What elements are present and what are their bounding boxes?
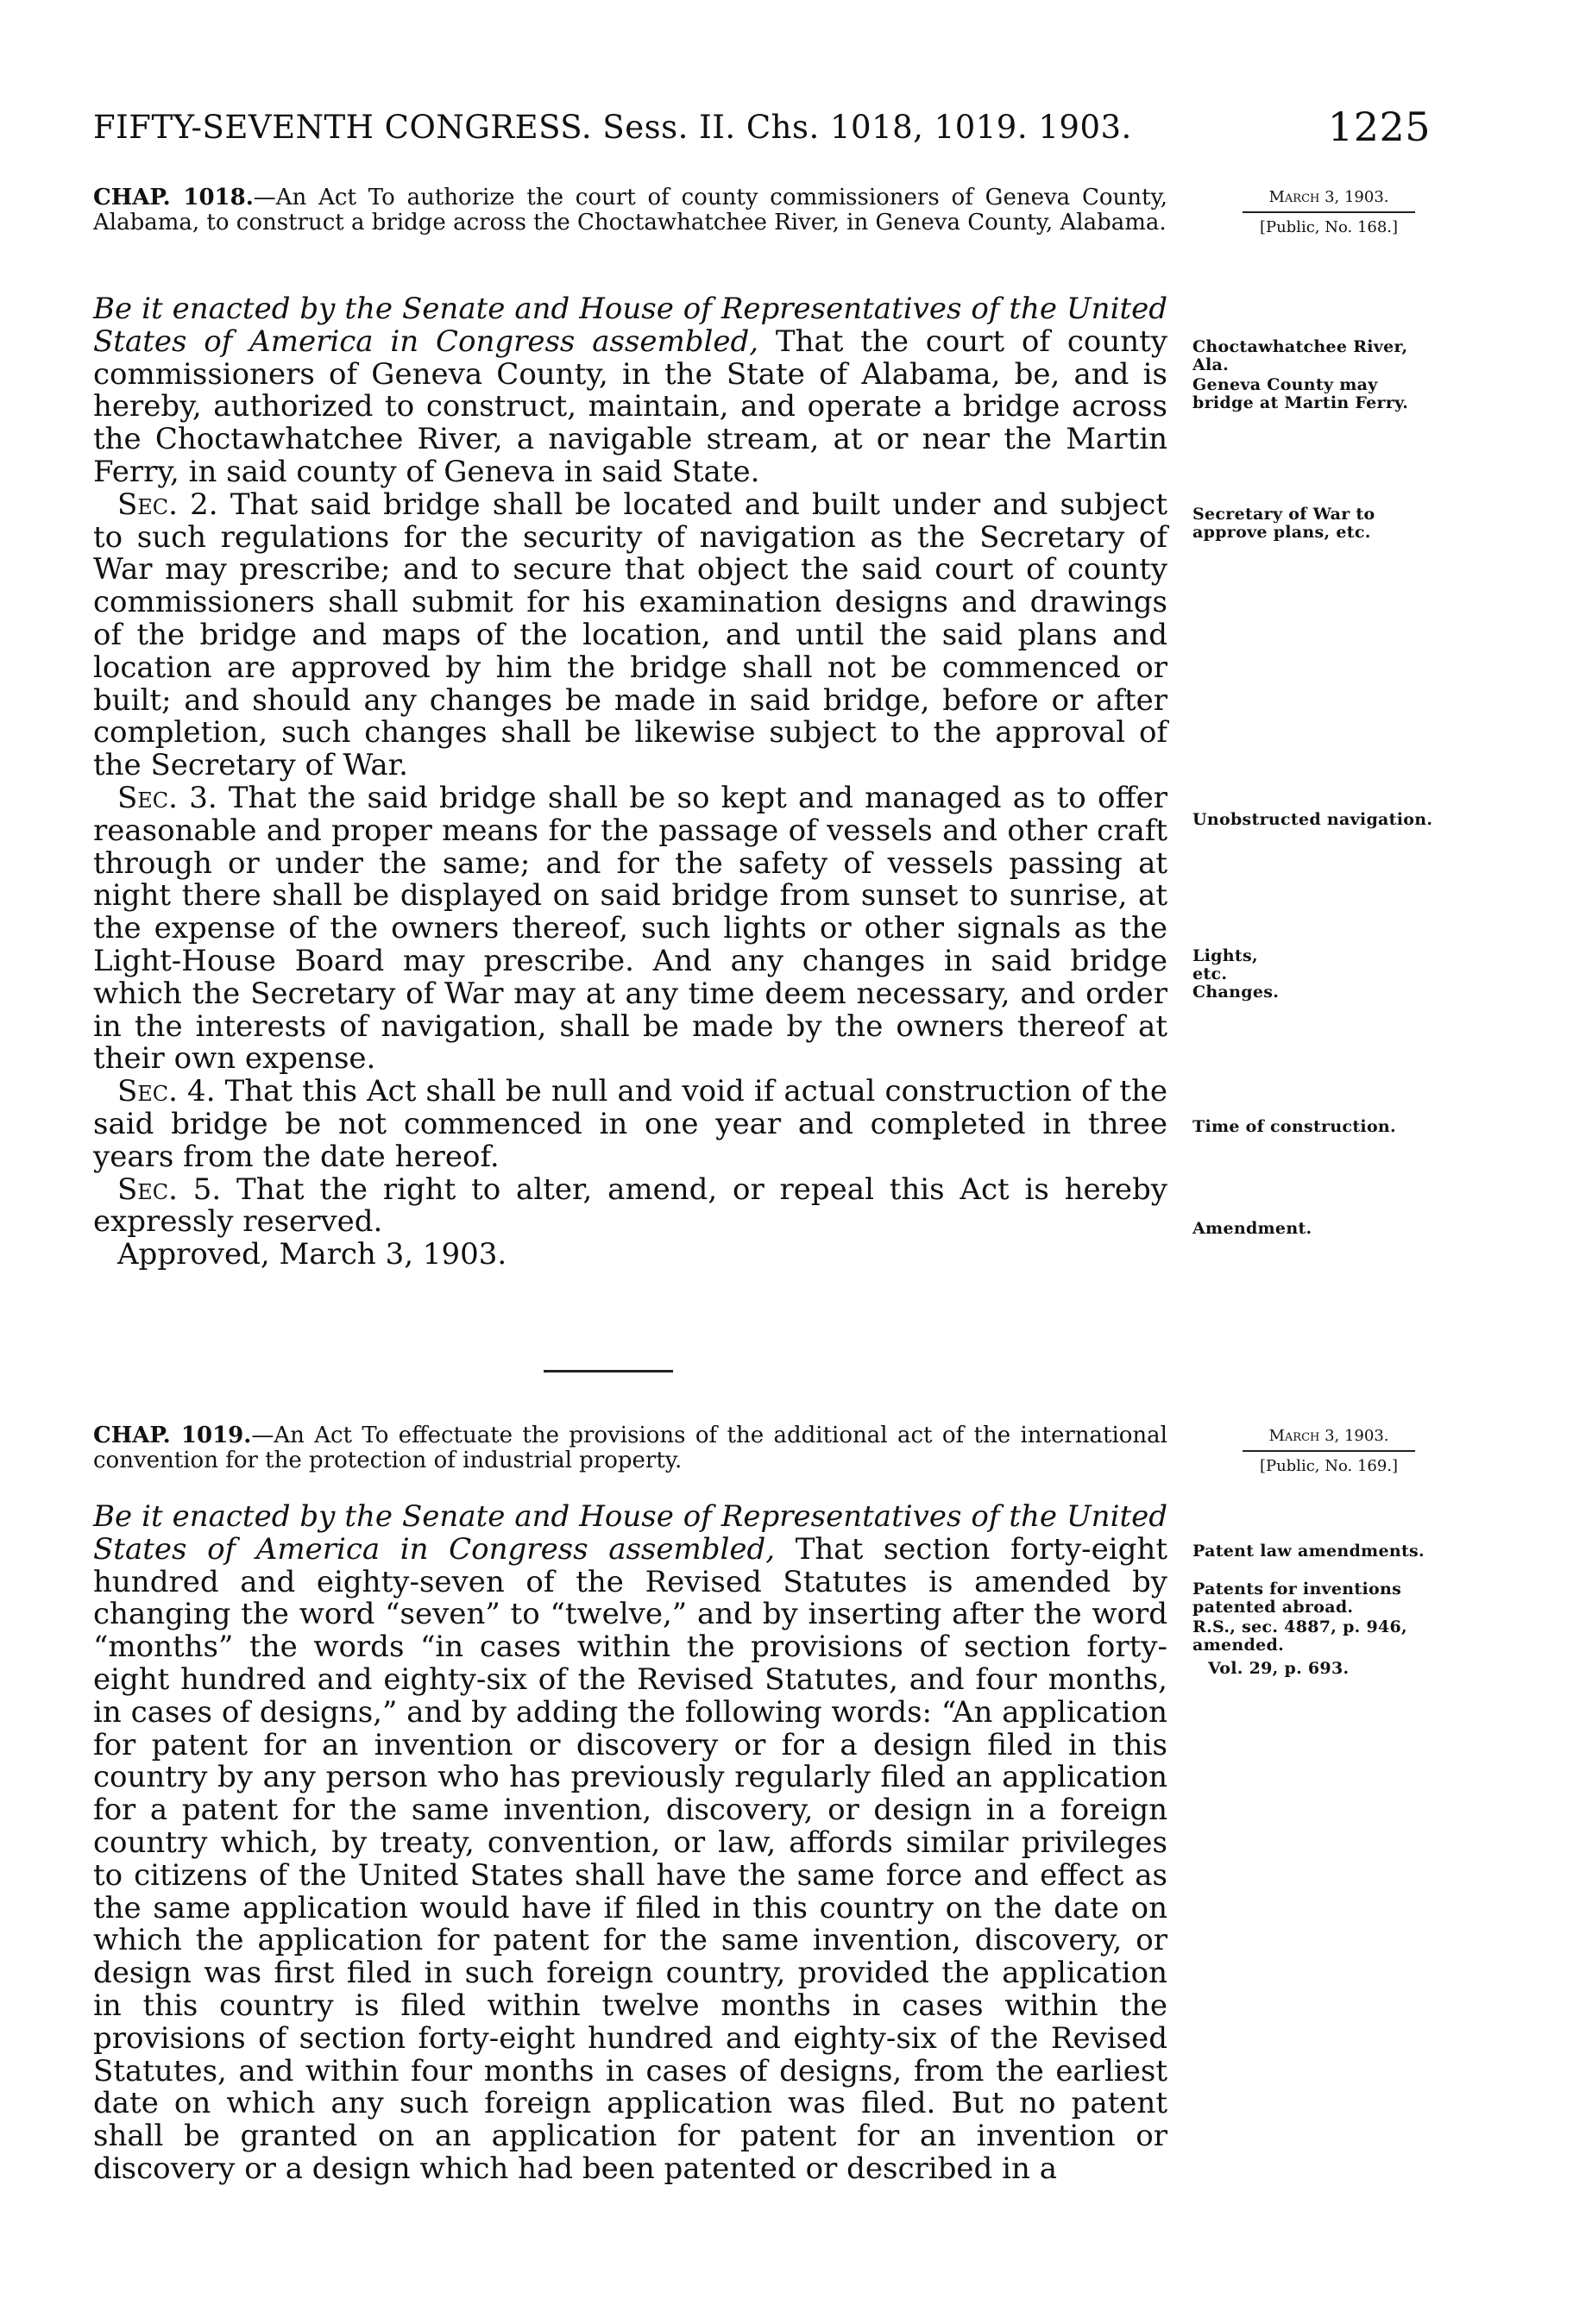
chapter-1019-label: CHAP. 1019. — [93, 1423, 252, 1448]
chapter-1018-section-2 — [93, 489, 1167, 782]
chapter-1018-title: —An Act To authorize the court of county commissioners of Geneva County, Alabama, to construct a bridge across the Choctawhatchee River, in Geneva County, Alabama. — [93, 185, 1167, 236]
section-4-text: That this Act shall be null and void if actual construction of the said bridge be not commenced in one year and completed in three years from the date hereof. — [93, 1074, 1167, 1174]
chapter-1018-label: CHAP. 1018. — [93, 185, 254, 210]
section-2-text: That said bridge shall be located and built under and subject to such regulations for the security of navigation as the Secretary of War may prescribe; and to secure that object the said court of county commissioners shall submit for his examination designs and drawings of the bridge and maps of the location, and until the said plans and location are approved by him the bridge shall not be commenced or built; and should any changes be made in said bridge, before or after completion, such changes shall be likewise subject to the approval of the Secretary of War. — [93, 487, 1167, 783]
chapter-1018-date: March 3, 1903. — [1268, 188, 1389, 206]
margin-note-geneva: Geneva County may bridge at Martin Ferry. — [1192, 375, 1409, 412]
margin-note-choctawhatchee: Choctawhatchee River, Ala. — [1192, 337, 1408, 374]
chapter-1018-section-5 — [93, 1171, 1167, 1240]
chapter-divider — [544, 1370, 673, 1372]
chapter-1018-body — [93, 293, 1167, 1272]
section-5-text: That the right to alter, amend, or repeal this Act is hereby expressly reserved. — [93, 1171, 1167, 1240]
chapter-1019-text: That section forty-eight hundred and eighty-seven of the Revised Statutes is amended by changing the word “seven” to “twelve,” and by inserting after the word “months” the words “in cases within the provisions of section forty-eight hundred and eighty-six of the Revised Statutes, and four months, in cases of designs,” and by adding the following words: “An application for patent for an invention or discovery or for a design filed in this country by any person who has previously regularly filed an application for a patent for the same invention, discovery, or design in a foreign country which, by treaty, convention, or law, affords similar privileges to citizens of the United States shall have the same force and effect as the same application would have if filed in this country on the date on which the application for patent for the same invention, discovery, or design was first filed in such foreign country, provided the application in this country is filed within twelve months in cases within the provisions of section forty-eight hundred and eighty-six of the Revised Statutes, and within four months in cases of designs, from the earliest date on which any such foreign application was filed. But no patent shall be granted on an application for patent for an invention or discovery or a design which had been patented or described in a — [93, 1531, 1167, 2186]
chapter-1019-body — [93, 1501, 1167, 2186]
enacting-clause: Be it enacted by the Senate and House of Representatives of the United States of America in Congress assembled, — [93, 292, 1167, 359]
chapter-1018-date-block — [1234, 188, 1424, 236]
date-rule — [1243, 211, 1415, 213]
chapter-1018-section-4 — [93, 1076, 1167, 1173]
enacting-clause: Be it enacted by the Senate and House of Representatives of the United States of America in Congress assembled, — [93, 1499, 1167, 1567]
margin-note-time: Time of construction. — [1192, 1117, 1396, 1136]
section-3-label: Sec. 3. — [117, 780, 217, 815]
section-2-label: Sec. 2. — [117, 487, 218, 522]
margin-note-rs-ref: R.S., sec. 4887, p. 946, amended. — [1192, 1617, 1407, 1655]
chapter-1018-public-no: [Public, No. 168.] — [1259, 218, 1399, 236]
margin-note-patents-abroad: Patents for inventions patented abroad. — [1192, 1580, 1402, 1617]
chapter-1018-heading — [93, 185, 1167, 236]
page-number: 1225 — [1327, 104, 1431, 150]
chapter-1018-section-1 — [93, 293, 1167, 489]
margin-note-secretary: Secretary of War to approve plans, etc. — [1192, 505, 1375, 542]
margin-note-patent-law: Patent law amendments. — [1192, 1542, 1425, 1561]
chapter-1019-section-1 — [93, 1501, 1167, 2186]
date-rule — [1243, 1450, 1415, 1452]
section-4-label: Sec. 4. — [117, 1074, 216, 1109]
section-5-label: Sec. 5. — [117, 1171, 222, 1207]
chapter-1019-heading — [93, 1423, 1167, 1473]
running-title: FIFTY-SEVENTH CONGRESS. Sess. II. Chs. 1018, 1019. 1903. — [93, 109, 1132, 146]
margin-note-amendment: Amendment. — [1192, 1219, 1312, 1238]
chapter-1019-date-block — [1234, 1427, 1424, 1475]
chapter-1019-date: March 3, 1903. — [1268, 1427, 1389, 1445]
chapter-1019-title: —An Act To effectuate the provisions of the additional act of the international convention for the protection of industrial property. — [93, 1423, 1167, 1473]
running-head — [93, 104, 1431, 164]
margin-note-unobstructed: Unobstructed navigation. — [1192, 810, 1433, 829]
margin-note-lights: Lights, etc. Changes. — [1192, 946, 1280, 1002]
section-1-text: That the court of county commissioners of Geneva County, in the State of Alabama, be, and is hereby, authorized to construct, maintain, and operate a bridge across the Choctawhatchee River, a navigable stream, at or near the Martin Ferry, in said county of Geneva in said State. — [93, 323, 1167, 489]
approval-line: Approved, March 3, 1903. — [117, 1237, 507, 1272]
chapter-1019-public-no: [Public, No. 169.] — [1259, 1457, 1399, 1475]
section-3-text: That the said bridge shall be so kept and managed as to offer reasonable and proper means for the passage of vessels and other craft through or under the same; and for the safety of vessels passing at night there shall be displayed on said bridge from sunset to sunrise, at the expense of the owners thereof, such lights or other signals as the Light-House Board may prescribe. And any changes in said bridge which the Secretary of War may at any time deem necessary, and order in the interests of navigation, shall be made by the owners thereof at their own expense. — [93, 780, 1167, 1077]
margin-note-vol-ref: Vol. 29, p. 693. — [1208, 1659, 1350, 1678]
chapter-1018-section-3 — [93, 782, 1167, 1076]
